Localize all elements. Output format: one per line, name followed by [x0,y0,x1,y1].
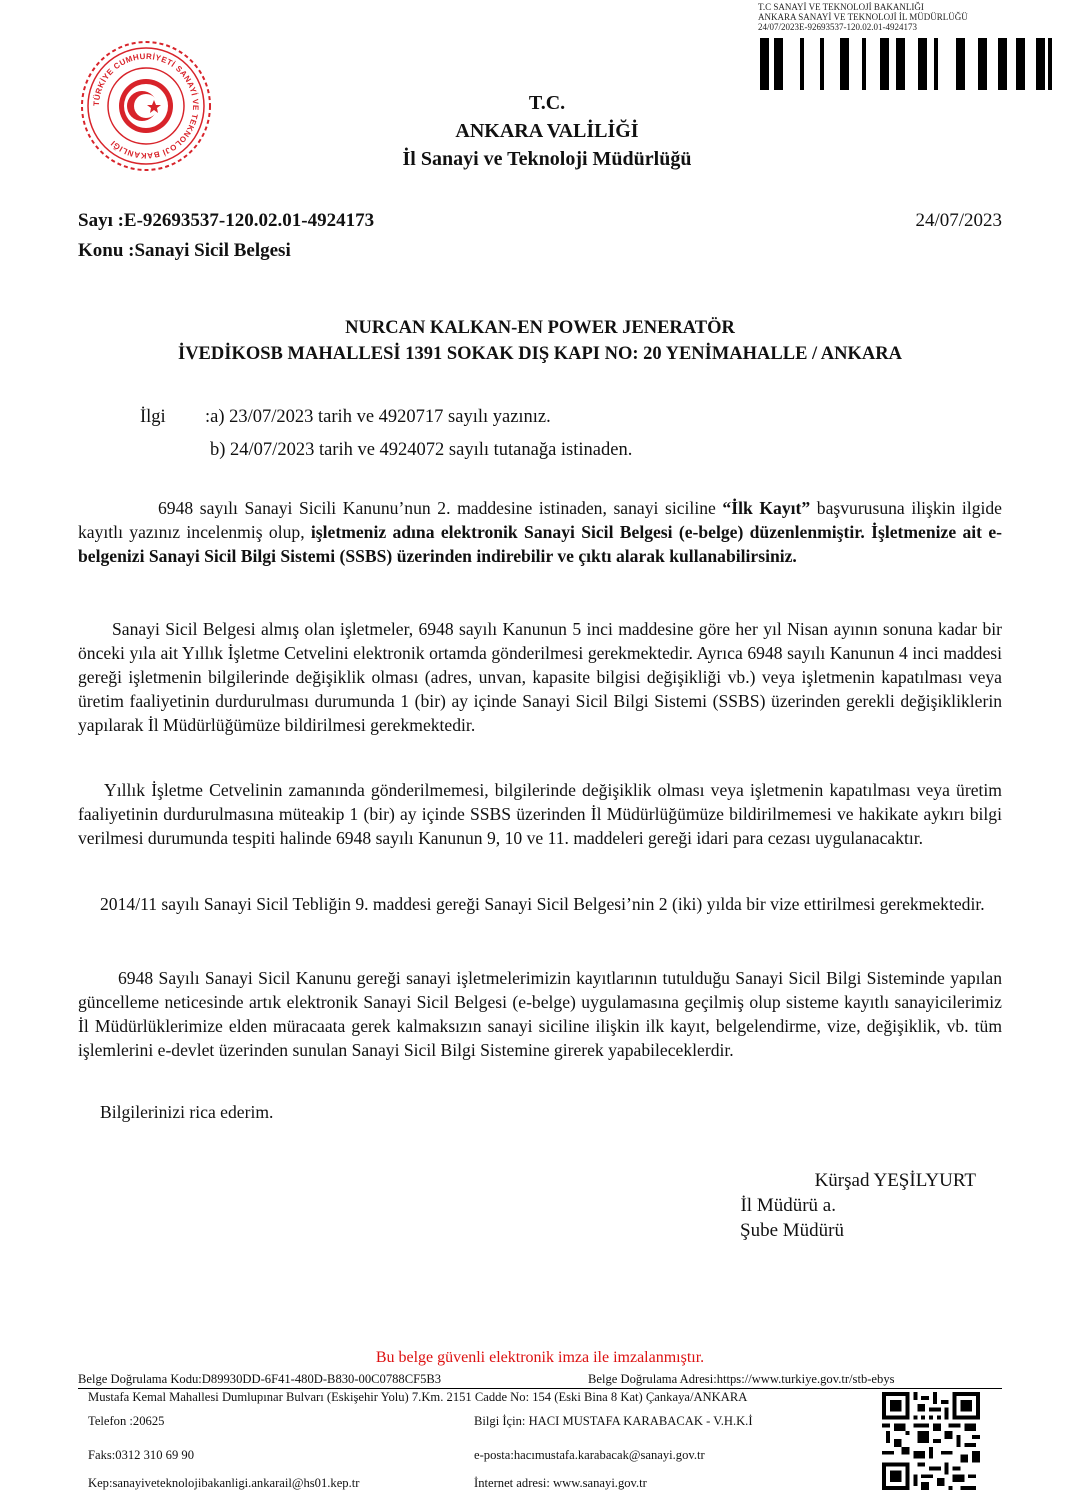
footer-phone: Telefon :20625 [88,1414,165,1428]
signatory-title-2: Şube Müdürü [740,1220,844,1241]
p1-text-a: 6948 sayılı Sanayi Sicili Kanunu’nun 2. maddesine istinaden, sanayi siciline [158,498,723,518]
footer-email: e-posta:hacımustafa.karabacak@sanayi.gov.tr [474,1448,705,1462]
paragraph-3: Yıllık İşletme Cetvelinin zamanında gönderilmemesi, bilgilerinde değişiklik olması veya işletmenin kapatılması veya üretim faaliyetinin durdurulmasına müteakip 1 (bir) ay içinde SSBS üzerinden İl Müdürlüğümüze bildirilmemesi ve hakikate aykırı bilgi verilmesi durumunda tespiti halinde 6948 sayılı Kanunun 9, 10 ve 11. maddeleri gereği idari para cezası uygulanacaktır. [78,780,1002,848]
p1-bold-statement: işletmeniz adına elektronik Sanayi Sicil Belgesi (e-belge) düzenlenmiştir. İşletmenize ait e-belgenizi Sanayi Sicil Bilgi Sistemi (SSBS) üzerinden indirebilir ve çıktı alarak kullanabilirsiniz. [78,522,1002,566]
recipient-name: NURCAN KALKAN-EN POWER JENERATÖR [345,318,735,338]
closing-line: Bilgilerinizi rica ederim. [100,1102,274,1122]
reference-a: :a) 23/07/2023 tarih ve 4920717 sayılı yazınız. [205,407,551,427]
esignature-notice: Bu belge güvenli elektronik imza ile imzalanmıştır. [375,1349,705,1366]
paragraph-1 [78,496,1002,568]
document-subject: Konu :Sanayi Sicil Belgesi [78,240,291,261]
header-directorate: İl Sanayi ve Teknoloji Müdürlüğü [402,148,692,170]
reference-label: İlgi [140,407,166,427]
footer-address: Mustafa Kemal Mahallesi Dumlupınar Bulvarı (Eskişehir Yolu) 7.Km. 2151 Cadde No: 154 (Eski Bina 8 Kat) Çankaya/ANKARA [88,1390,748,1404]
barcode-line-3: 24/07/2023E-92693537-120.02.01-4924173 [758,22,917,32]
paragraph-5: 6948 Sayılı Sanayi Sicil Kanunu gereği sanayi işletmelerimizin kayıtlarının tutulduğu Sanayi Sicil Bilgi Sisteminde yapılan güncelleme neticesinde artık elektronik Sanayi Sicil Belgesi (e-belge) uygulamasına geçilmiş olup sisteme kayıtlı sanayicilerimiz İl Müdürlüklerimize elden müracaata gerek kalmaksızın sanayi siciline ilişkin ilk kayıt, belgelendirme, vize, değişiklik, vb. tüm işlemlerini e-devlet üzerinden sunulan Sanayi Sicil Bilgi Sistemine girerek yapabileceklerdir. [78,968,1002,1060]
document-number: Sayı :E-92693537-120.02.01-4924173 [78,210,375,231]
footer-fax: Faks:0312 310 69 90 [88,1448,195,1462]
footer-web: İnternet adresi: www.sanayi.gov.tr [474,1476,647,1490]
footer-divider [78,1388,1002,1389]
paragraph-4: 2014/11 sayılı Sanayi Sicil Tebliğin 9. maddesi gereği Sanayi Sicil Belgesi’nin 2 (iki) yılda bir vize ettirilmesi gerekmektedir. [100,894,985,914]
paragraph-2: Sanayi Sicil Belgesi almış olan işletmeler, 6948 sayılı Kanunun 5 inci maddesine göre her yıl Nisan ayının sonuna kadar bir önceki yıla ait Yıllık İşletme Cetvelini elektronik ortamda gönderilmesi gerekmektedir. Ayrıca 6948 sayılı Kanunun 4 inci maddesi gereği işletmenin bilgilerinde değişiklik olması (adres, unvan, kapasite bilgisi değişikliği vb.) veya işletmenin kapatılması veya üretim faaliyetinin durdurulması durumunda 1 (bir) ay içinde Sanayi Sicil Bilgi Sistemi (SSBS) üzerinden gerekli değişikliklerin yapılarak İl Müdürlüğümüze bildirilmesi gerekmektedir. [78,619,1002,735]
footer-kep: Kep:sanayiveteknolojibakanligi.ankarail@hs01.kep.tr [88,1476,360,1490]
qr-code-icon [882,1392,980,1490]
barcode-line-1: T.C SANAYİ VE TEKNOLOJİ BAKANLIĞI [758,2,924,12]
header-tc: T.C. [528,92,566,114]
document-date: 24/07/2023 [915,210,1002,231]
recipient-address: İVEDİKOSB MAHALLESİ 1391 SOKAK DIŞ KAPI NO: 20 YENİMAHALLE / ANKARA [178,344,902,364]
footer-info-contact: Bilgi İçin: HACI MUSTAFA KARABACAK - V.H.K.İ [474,1414,753,1428]
barcode-icon [758,38,1056,90]
barcode-line-2: ANKARA SANAYİ VE TEKNOLOJİ İL MÜDÜRLÜĞÜ [758,12,968,22]
verification-address: Belge Doğrulama Adresi:https://www.turkiye.gov.tr/stb-ebys [588,1372,895,1386]
header-governorship: ANKARA VALİLİĞİ [455,120,639,142]
signatory-name: Kürşad YEŞİLYURT [814,1170,976,1191]
p1-ilk-kayit: “İlk Kayıt” [722,498,811,518]
signatory-title-1: İl Müdürü a. [740,1195,836,1216]
seal-ring-text: TÜRKİYE CUMHURİYETİ SANAYİ VE TEKNOLOJİ BAKANLIĞI [91,51,201,161]
p1-text-c: başvurusuna ilişkin ilgide kayıtlı yazınız incelenmiş olup, [78,498,1002,542]
verification-code: Belge Doğrulama Kodu:D89930DD-6F41-480D-B830-00C0788CF5B3 [78,1372,442,1386]
barcode-caption [758,2,968,32]
reference-b: b) 24/07/2023 tarih ve 4924072 sayılı tutanağa istinaden. [210,440,633,460]
